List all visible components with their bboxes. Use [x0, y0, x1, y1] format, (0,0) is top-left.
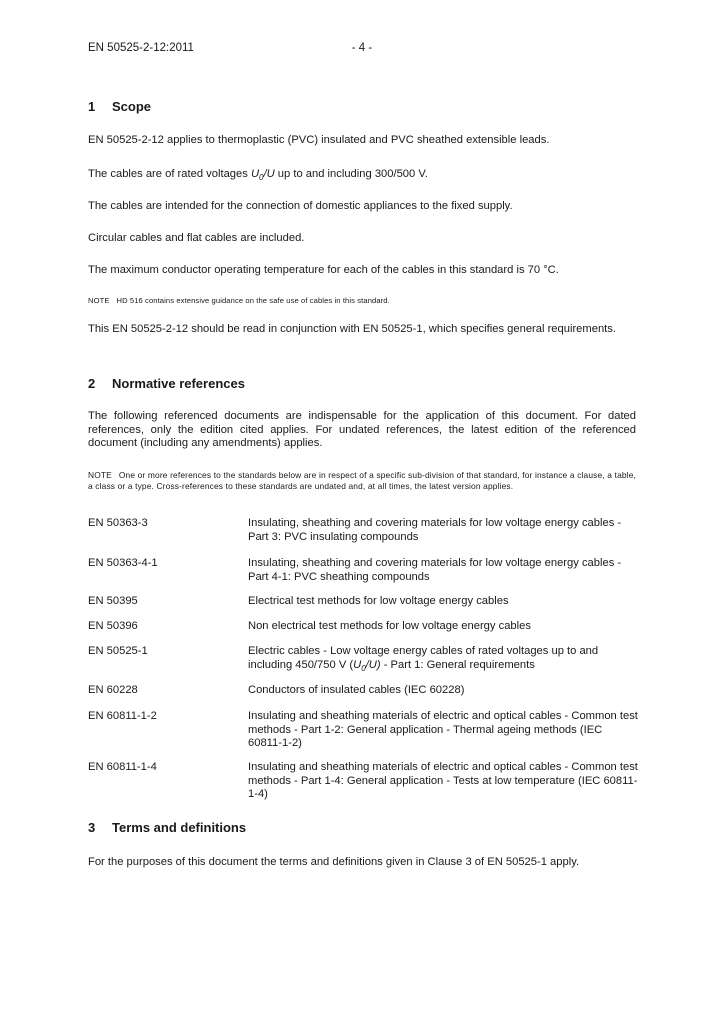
reference-title: Insulating, sheathing and covering materials for low voltage energy cables - Part 4-1: PVC sheathing compounds: [248, 557, 622, 583]
scope-paragraph-6: This EN 50525-2-12 should be read in conjunction with EN 50525-1, which specifies general requirements.: [88, 323, 616, 335]
reference-code: EN 60811-1-2: [88, 710, 157, 722]
section-number: 3: [88, 820, 96, 835]
reference-title: Non electrical test methods for low voltage energy cables: [248, 620, 531, 632]
reference-code: EN 50363-4-1: [88, 557, 158, 569]
voltage-symbol: $U_0/U$: [250, 168, 275, 183]
reference-code: EN 50363-3: [88, 517, 148, 529]
normative-intro-paragraph: The following referenced documents are indispensable for the application of this document. For dated references, only the edition cited applies. For undated references, the latest edition of the referenced document (including any amendments) applies.: [88, 410, 636, 449]
note-label: NOTE: [88, 296, 110, 305]
reference-title: Electrical test methods for low voltage energy cables: [248, 595, 509, 607]
page-number: - 4 -: [351, 42, 373, 54]
reference-title: Insulating and sheathing materials of electric and optical cables - Common test methods - Part 1-2: General application - Thermal ageing methods (IEC 60811-1-2): [248, 710, 638, 749]
section-title: Normative references: [112, 376, 245, 391]
reference-code: EN 60811-1-4: [88, 761, 157, 773]
scope-paragraph-5: The maximum conductor operating temperature for each of the cables in this standard is 70 °C.: [88, 264, 559, 276]
section-1-heading: [88, 99, 151, 115]
note-text: HD 516 contains extensive guidance on the safe use of cables in this standard.: [116, 296, 390, 305]
reference-title: Electric cables - Low voltage energy cables of rated voltages up to and including 450/750 V $(U_0/U)$ - Part 1: General requirements: [248, 645, 599, 673]
reference-title: Conductors of insulated cables (IEC 60228): [248, 684, 465, 696]
section-number: 2: [88, 376, 96, 391]
section-title: Scope: [112, 99, 152, 114]
normative-note: [88, 470, 636, 492]
reference-code: EN 60228: [88, 684, 138, 696]
scope-paragraph-3: The cables are intended for the connection of domestic appliances to the fixed supply.: [88, 200, 513, 212]
reference-title: Insulating and sheathing materials of electric and optical cables - Common test methods - Part 1-4: General application - Tests at low temperature (IEC 60811-1-4): [248, 761, 638, 800]
section-2-heading: [88, 376, 245, 392]
reference-code: EN 50396: [88, 620, 138, 632]
reference-code: EN 50395: [88, 595, 138, 607]
terms-paragraph: For the purposes of this document the terms and definitions given in Clause 3 of EN 50525-1 apply.: [88, 856, 580, 868]
section-title: Terms and definitions: [112, 820, 247, 835]
document-id: EN 50525-2-12:2011: [88, 42, 194, 54]
reference-code: EN 50525-1: [88, 645, 148, 657]
note-text: One or more references to the standards below are in respect of a specific sub-division of that standard, for instance a clause, a table, a class or a type. Cross-references to these standards are undated and, at all times, the latest version applies.: [88, 470, 636, 491]
section-number: 1: [88, 99, 96, 114]
reference-title: Insulating, sheathing and covering materials for low voltage energy cables - Part 3: PVC insulating compounds: [248, 517, 622, 543]
note-label: NOTE: [88, 470, 112, 480]
scope-paragraph-4: Circular cables and flat cables are included.: [88, 232, 305, 244]
section-3-heading: [88, 820, 246, 836]
scope-paragraph-2: The cables are of rated voltages $U_0/U$ up to and including 300/500 V.: [88, 168, 428, 183]
scope-paragraph-1: EN 50525-2-12 applies to thermoplastic (PVC) insulated and PVC sheathed extensible leads.: [88, 134, 550, 146]
voltage-symbol: $U_0/U$): [353, 658, 381, 673]
scope-note: [88, 295, 636, 306]
